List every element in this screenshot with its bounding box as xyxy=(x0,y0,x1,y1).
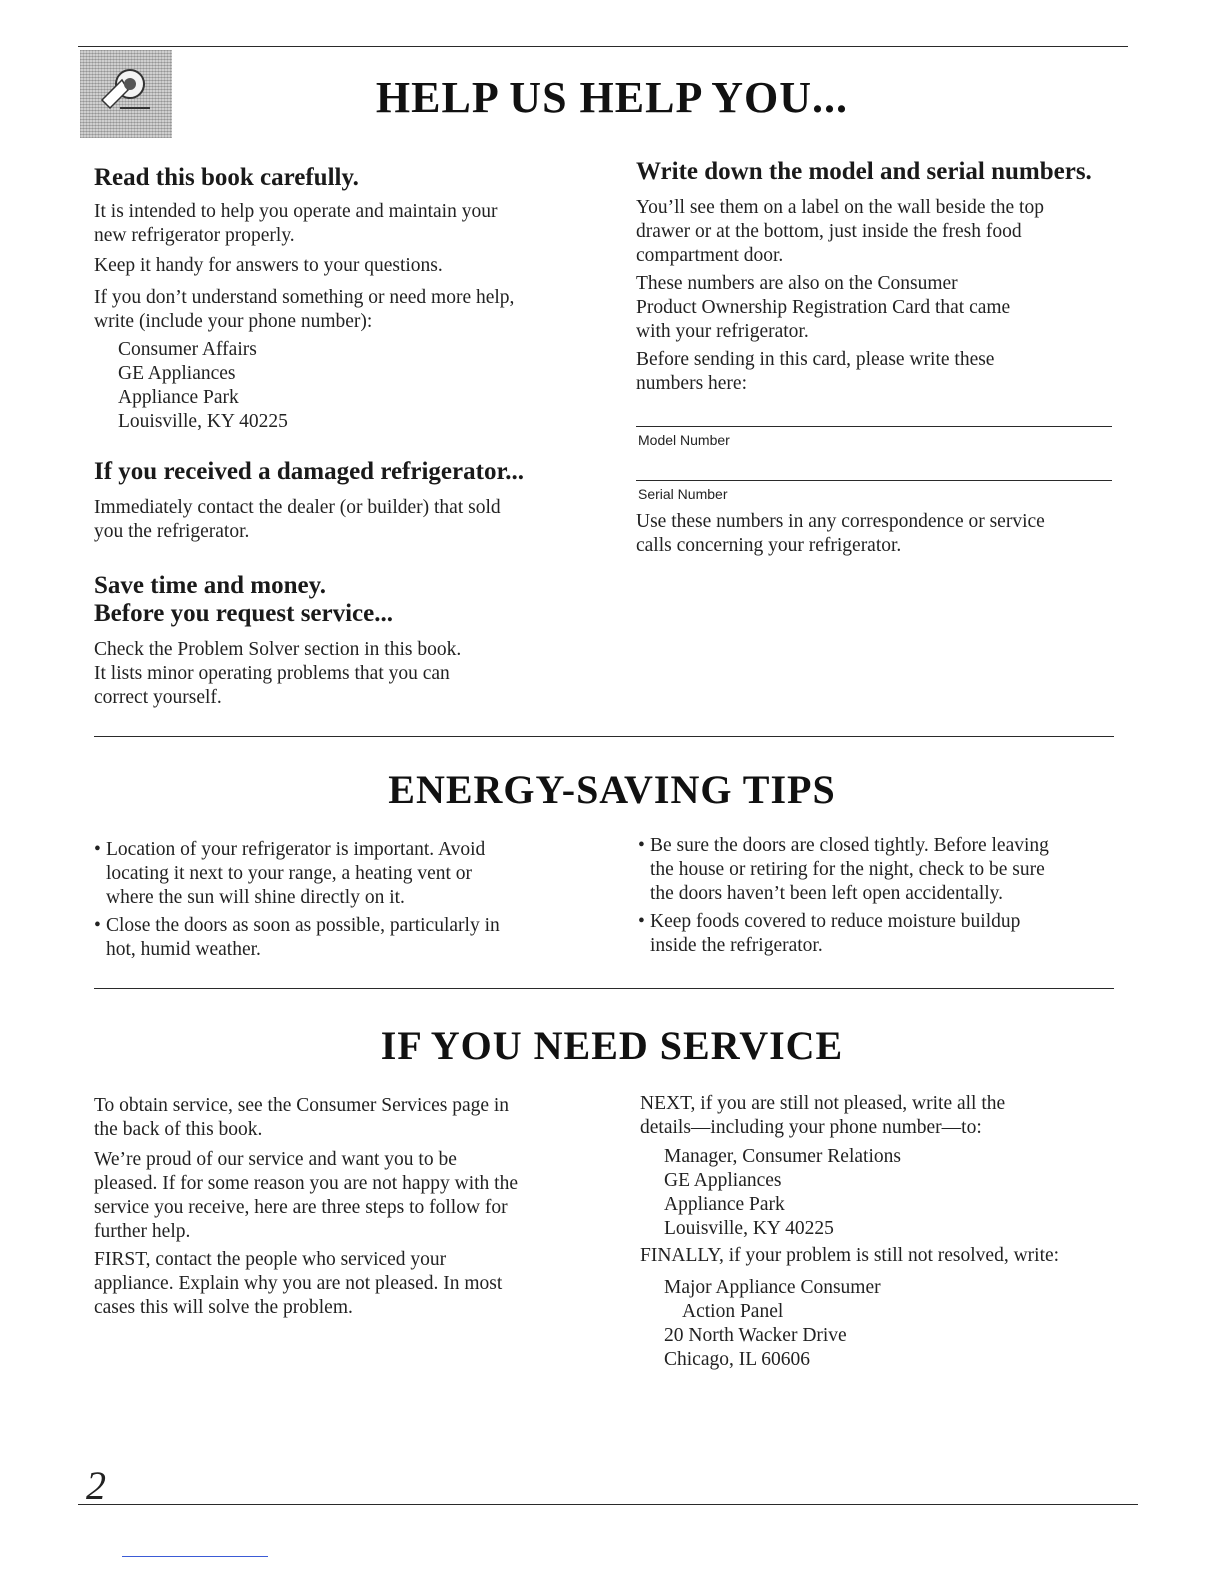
read-book-text: It is intended to help you operate and maintain your new refrigerator properly. xyxy=(94,201,498,246)
write-numbers-text: Before sending in this card, please write these numbers here: xyxy=(636,349,995,394)
read-book-heading: Read this book carefully. xyxy=(94,164,359,191)
keep-handy-text: Keep it handy for answers to your questions. xyxy=(94,255,443,276)
action-panel-address: Major Appliance Consumer Action Panel 20 North Wacker Drive Chicago, IL 60606 xyxy=(664,1277,881,1370)
first-step-text: FIRST, contact the people who serviced your appliance. Explain why you are not pleased. In most cases this will solve the problem. xyxy=(94,1249,503,1318)
bullet-icon: • xyxy=(94,839,101,860)
obtain-service-text: To obtain service, see the Consumer Services page in the back of this book. xyxy=(94,1095,510,1140)
model-number-line[interactable] xyxy=(636,426,1112,427)
service-title: IF YOU NEED SERVICE xyxy=(380,1023,844,1068)
save-time-heading: Save time and money. xyxy=(94,572,326,599)
damaged-heading: If you received a damaged refrigerator... xyxy=(94,458,524,485)
label-location-text: You’ll see them on a label on the wall beside the top drawer or at the bottom, just inside the fresh food compartment door. xyxy=(636,197,1044,266)
footer-blue-line xyxy=(122,1556,268,1557)
serial-number-line[interactable] xyxy=(636,480,1112,481)
serial-number-label: Serial Number xyxy=(638,486,728,502)
bullet-icon: • xyxy=(94,915,101,936)
top-rule xyxy=(78,46,1128,47)
bullet-icon: • xyxy=(638,835,645,856)
section-divider xyxy=(94,988,1114,989)
model-number-label: Model Number xyxy=(638,432,730,448)
page-title: HELP US HELP YOU... xyxy=(375,73,849,122)
page-number: 2 xyxy=(86,1463,106,1508)
proud-service-text: We’re proud of our service and want you to be pleased. If for some reason you are not happy with the service you receive, here are three steps to follow for further help. xyxy=(94,1149,518,1242)
model-serial-heading: Write down the model and serial numbers. xyxy=(636,158,1092,185)
energy-tip-cover-foods: • Keep foods covered to reduce moisture buildup inside the refrigerator. xyxy=(638,911,1021,956)
energy-tip-location: • Location of your refrigerator is important. Avoid locating it next to your range, a heating vent or where the sun will shine directly on it. xyxy=(94,839,486,908)
footer-rule xyxy=(78,1504,1138,1505)
registration-card-text: These numbers are also on the Consumer Product Ownership Registration Card that came with your refrigerator. xyxy=(636,273,1011,342)
energy-title: ENERGY-SAVING TIPS xyxy=(388,767,836,812)
consumer-affairs-address: Consumer Affairs GE Appliances Appliance Park Louisville, KY 40225 xyxy=(118,339,288,432)
section-divider xyxy=(94,736,1114,737)
energy-tip-close-doors: • Close the doors as soon as possible, particularly in hot, humid weather. xyxy=(94,915,500,960)
finally-step-text: FINALLY, if your problem is still not resolved, write: xyxy=(640,1245,1060,1266)
before-service-heading: Before you request service... xyxy=(94,600,393,627)
next-step-text: NEXT, if you are still not pleased, write all the details—including your phone number—to: xyxy=(640,1093,1006,1138)
need-help-text: If you don’t understand something or need more help, write (include your phone number): xyxy=(94,287,515,332)
problem-solver-text: Check the Problem Solver section in this book. It lists minor operating problems that you can correct yourself. xyxy=(94,639,462,708)
damaged-text: Immediately contact the dealer (or builder) that sold you the refrigerator. xyxy=(94,497,501,542)
use-numbers-text: Use these numbers in any correspondence or service calls concerning your refrigerator. xyxy=(636,511,1045,556)
bullet-icon: • xyxy=(638,911,645,932)
consumer-relations-address: Manager, Consumer Relations GE Appliances Appliance Park Louisville, KY 40225 xyxy=(664,1146,901,1239)
energy-tip-doors-closed: • Be sure the doors are closed tightly. Before leaving the house or retiring for the night, check to be sure the doors haven’t been left open accidentally. xyxy=(638,835,1049,904)
